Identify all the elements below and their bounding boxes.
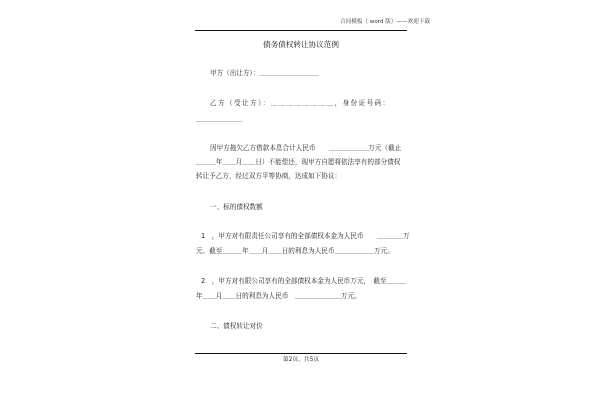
- intro-line-3: 转让予乙方，经过双方平等协商，达成如下协议：: [196, 172, 342, 180]
- item-1-line-1: 1 ，甲方对有限责任公司享有的全部债权本金为人民币 ＿＿＿＿万: [201, 232, 410, 240]
- intro-line-2: ＿＿＿年＿＿月＿＿日）不能偿还，现甲方自愿将依法享有的部分债权: [196, 158, 401, 166]
- item-2-line-2: 年＿＿月＿＿日的利息为人民币 ＿＿＿＿＿＿＿万元。: [196, 292, 361, 300]
- party-b-line-1: 乙方（受让方）：＿＿＿＿＿＿＿＿，身份证号码：: [210, 99, 391, 107]
- document-title: 债务债权转让协议范例: [263, 40, 339, 49]
- page-number: 第2页，共5页: [282, 357, 320, 363]
- section-2-heading: 二、债权转让对价: [210, 322, 263, 330]
- footer-divider: [195, 353, 407, 354]
- section-1-heading: 一、标的债权数额: [210, 203, 263, 211]
- header-divider: [195, 30, 407, 31]
- party-a-line: 甲方（出让方）：＿＿＿＿＿＿＿＿＿: [210, 69, 319, 77]
- intro-line-1: 因甲方拖欠乙方借款本息合计人民币 ＿＿＿＿＿＿万元（截止: [210, 144, 402, 152]
- item-2-line-1: 2 ，甲方对有限公司享有的全部债权本金为人民币万元， 截至＿＿＿: [201, 277, 407, 285]
- party-b-line-2: ＿＿＿＿＿＿＿: [196, 115, 243, 123]
- item-1-line-2: 元、截至＿＿＿年＿＿月＿＿日的利息为人民币＿＿＿＿＿＿万元。: [196, 247, 394, 255]
- header-note: 合同模板（ word 版）——欢迎下载: [340, 19, 431, 25]
